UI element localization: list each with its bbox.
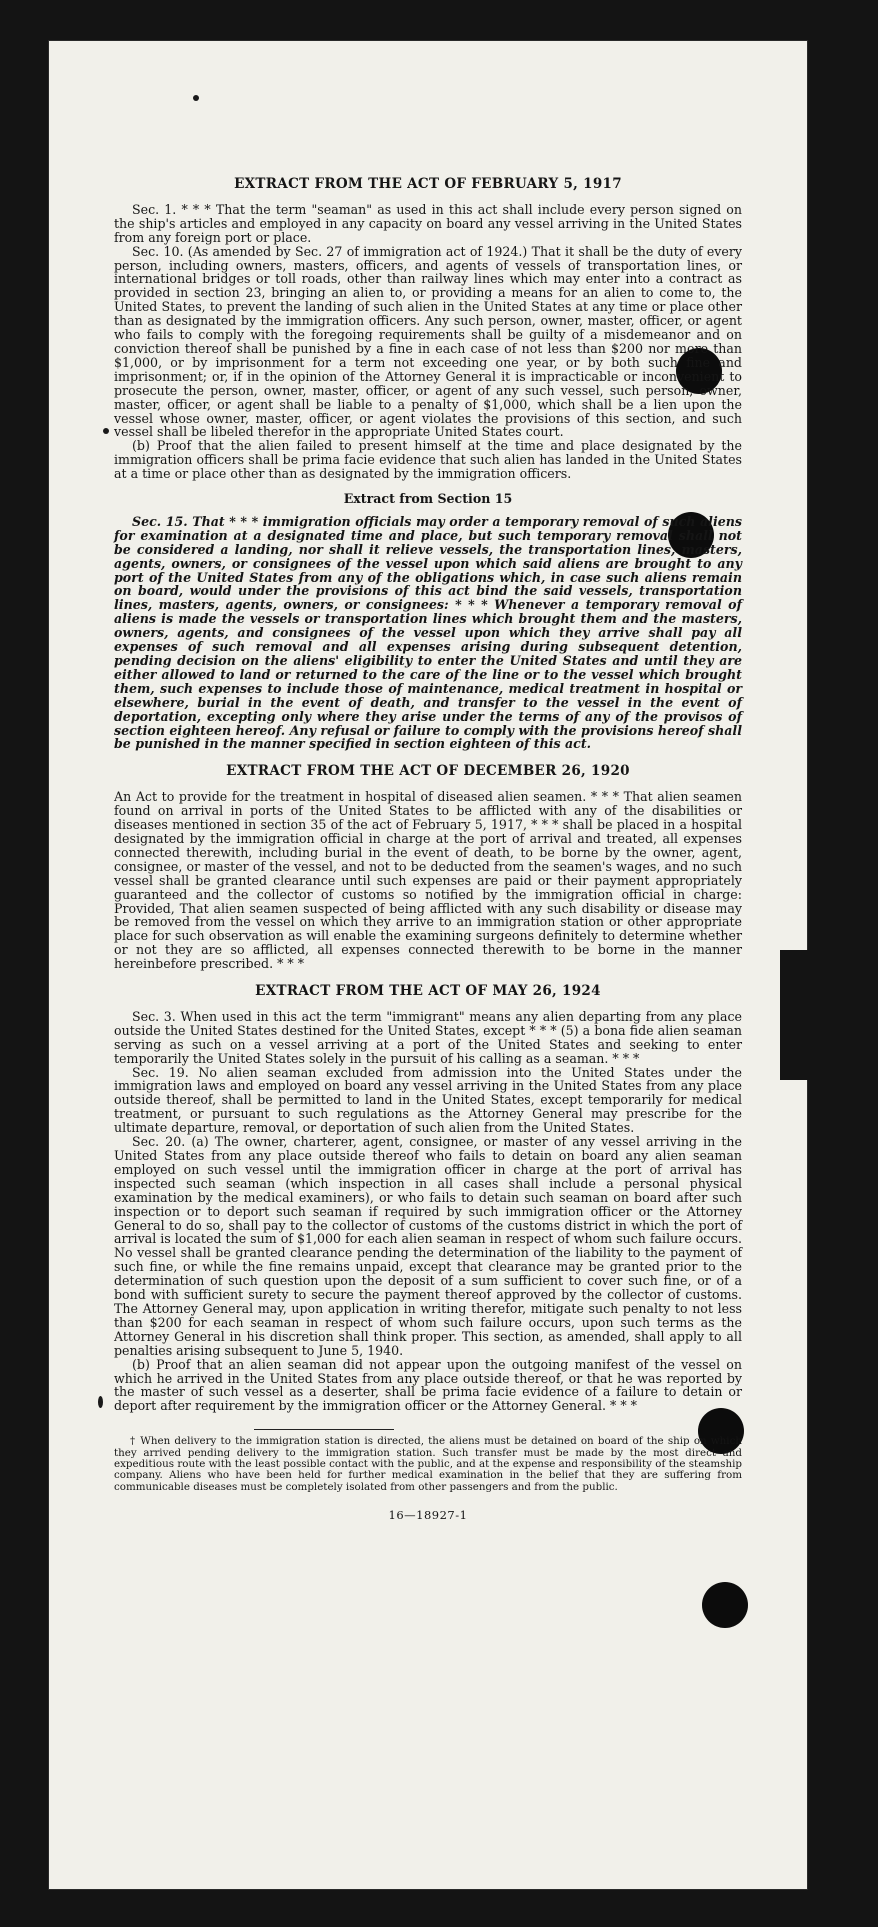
section-heading: EXTRACT FROM THE ACT OF DECEMBER 26, 1920	[226, 763, 630, 780]
margin-dot	[98, 1396, 103, 1408]
paragraph: Sec. 15. That * * * immigration officials may order a temporary removal of such aliens for examination at a designated time and place, but such temporary removal shall not be considered a landing, nor shall it relieve vessels, the transportation lines, masters, agents, owners, or consignees of the vessel upon which said aliens are brought to any port of the United States from any of the obligations which, in case such aliens remain on board, would under the provisions of this act bind the said vessels, transportation lines, masters, agents, owners, or consignees: * * * Whenever a temporary removal of aliens is made the vessels or transportation lines which brought them and the masters, owners, agents, and consignees of the vessel upon which they arrive shall pay all expenses of such removal and all expenses arising during subsequent detention, pending decision on the aliens' eligibility to enter the United States and until they are either allowed to land or returned to the care of the line or to the vessel which brought them, such expenses to include those of maintenance, medical treatment in hospital or elsewhere, burial in the event of death, and transfer to the vessel in the event of deportation, excepting only where they arise under the terms of any of the provisos of section eighteen hereof. Any refusal or failure to comply with the provisions hereof shall be punished in the manner specified in section eighteen of this act.	[114, 513, 742, 752]
form-number: 16—18927-1	[388, 1508, 468, 1523]
document-body	[114, 118, 742, 1523]
paragraph: (b) Proof that the alien failed to present himself at the time and place designated by the immigration officers shall be prima facie evidence that such alien has landed in the United States at a time or place other than as designated by the immigration officers.	[114, 438, 742, 482]
paragraph: Sec. 3. When used in this act the term "immigrant" means any alien departing from any place outside the United States destined for the United States, except * * * (5) a bona fide alien seaman serving as such on a vessel arriving at a port of the United States and seeking to enter temporarily the United States solely in the pursuit of his calling as a seaman. * * *	[114, 1008, 742, 1066]
paragraph: (b) Proof that an alien seaman did not appear upon the outgoing manifest of the vessel on which he arrived in the United States from any place outside thereof, or that he was reported by the master of such vessel as a deserter, shall be prima facie evidence of a failure to detain or deport after requirement by the immigration officer or the Attorney General. * * *	[114, 1356, 742, 1414]
paragraph: Sec. 10. (As amended by Sec. 27 of immigration act of 1924.) That it shall be the duty of every person, including owners, masters, officers, and agents of vessels of transportation lines, or international bridges or toll roads, other than railway lines which may enter into a contract as provided in section 23, bringing an alien to, or providing a means for an alien to come to, the United States, to prevent the landing of such alien in the United States at any time or place other than as designated by the immigration officers. Any such person, owner, master, officer, or agent who fails to comply with the foregoing requirements shall be guilty of a misdemeanor and on conviction thereof shall be punished by a fine in each case of not less than $200 nor more than $1,000, or by imprisonment for a term not exceeding one year, or by both such fine and imprisonment; or, if in the opinion of the Attorney General it is impracticable or inconvenient to prosecute the person, owner, master, officer, or agent of any such vessel, such person, owner, master, officer, or agent shall be liable to a penalty of $1,000, which shall be a lien upon the vessel whose owner, master, officer, or agent violates the provisions of this section, and such vessel shall be libeled therefor in the appropriate United States court.	[114, 243, 742, 440]
footnote: † When delivery to the immigration station is directed, the aliens must be detained on board of the ship on which they arrived pending delivery to the immigration station. Such transfer must be made by the most direct and expeditious route with the least possible contact with the public, and at the expense and responsibility of the steamship company. Aliens who have been held for further medical examination in the belief that they are suffering from communicable diseases must be completely isolated from other passengers and from the public.	[114, 1435, 742, 1493]
torn-edge	[780, 950, 808, 1080]
paragraph: Sec. 19. No alien seaman excluded from admission into the United States under the immigration laws and employed on board any vessel arriving in the United States from any place outside thereof, shall be permitted to land in the United States, except temporarily for medical treatment, or pursuant to such regulations as the Attorney General may prescribe for the ultimate departure, removal, or deportation of such alien from the United States.	[114, 1064, 742, 1136]
punch-hole	[702, 1582, 748, 1628]
footnote-divider	[254, 1429, 394, 1430]
margin-dot	[193, 95, 199, 101]
section-heading: EXTRACT FROM THE ACT OF FEBRUARY 5, 1917	[234, 176, 622, 192]
section-heading: EXTRACT FROM THE ACT OF MAY 26, 1924	[255, 983, 601, 1000]
paragraph: An Act to provide for the treatment in hospital of diseased alien seamen. * * * That alien seamen found on arrival in ports of the United States to be afflicted with any of the disabilities or diseases mentioned in section 35 of the act of February 5, 1917, * * * shall be placed in a hospital designated by the immigration official in charge at the port of arrival and treated, all expenses connected therewith, including burial in the event of death, to be borne by the owner, agent, consignee, or master of the vessel, and not to be deducted from the seamen's wages, and no such vessel shall be granted clearance until such expenses are paid or their payment appropriately guaranteed and the collector of customs so notified by the immigration official in charge: Provided, That alien seamen suspected of being afflicted with any such disability or disease may be removed from the vessel on which they arrive to an immigration station or other appropriate place for such observation as will enable the examining surgeons definitely to determine whether or not they are so afflicted, all expenses connected therewith to be borne in the manner hereinbefore prescribed. * * *	[114, 789, 742, 972]
paragraph: Sec. 1. * * * That the term "seaman" as used in this act shall include every person signed on the ship's articles and employed in any capacity on board any vessel arriving in the United States from any foreign port or place.	[114, 201, 742, 245]
margin-dot	[103, 428, 109, 434]
subsection-heading: Extract from Section 15	[343, 491, 513, 507]
document-page	[48, 40, 808, 1890]
paragraph: Sec. 20. (a) The owner, charterer, agent, consignee, or master of any vessel arriving in the United States from any place outside thereof who fails to detain on board any alien seaman employed on such vessel until the immigration officer in charge at the port of arrival has inspected such seaman (which inspection in all cases shall include a personal physical examination by the medical examiners), or who fails to detain such seaman on board after such inspection or to deport such seaman if required by such immigration officer or the Attorney General to do so, shall pay to the collector of customs of the customs district in which the port of arrival is located the sum of $1,000 for each alien seaman in respect of whom such failure occurs. No vessel shall be granted clearance pending the determination of the liability to the payment of such fine, or while the fine remains unpaid, except that clearance may be granted prior to the determination of such question upon the deposit of a sum sufficient to cover such fine, or of a bond with sufficient surety to secure the payment thereof approved by the collector of customs. The Attorney General may, upon application in writing therefor, mitigate such penalty to not less than $200 for each seaman in respect of whom such failure occurs, upon such terms as the Attorney General in his discretion shall think proper. This section, as amended, shall apply to all penalties arising subsequent to June 5, 1940.	[114, 1134, 742, 1358]
